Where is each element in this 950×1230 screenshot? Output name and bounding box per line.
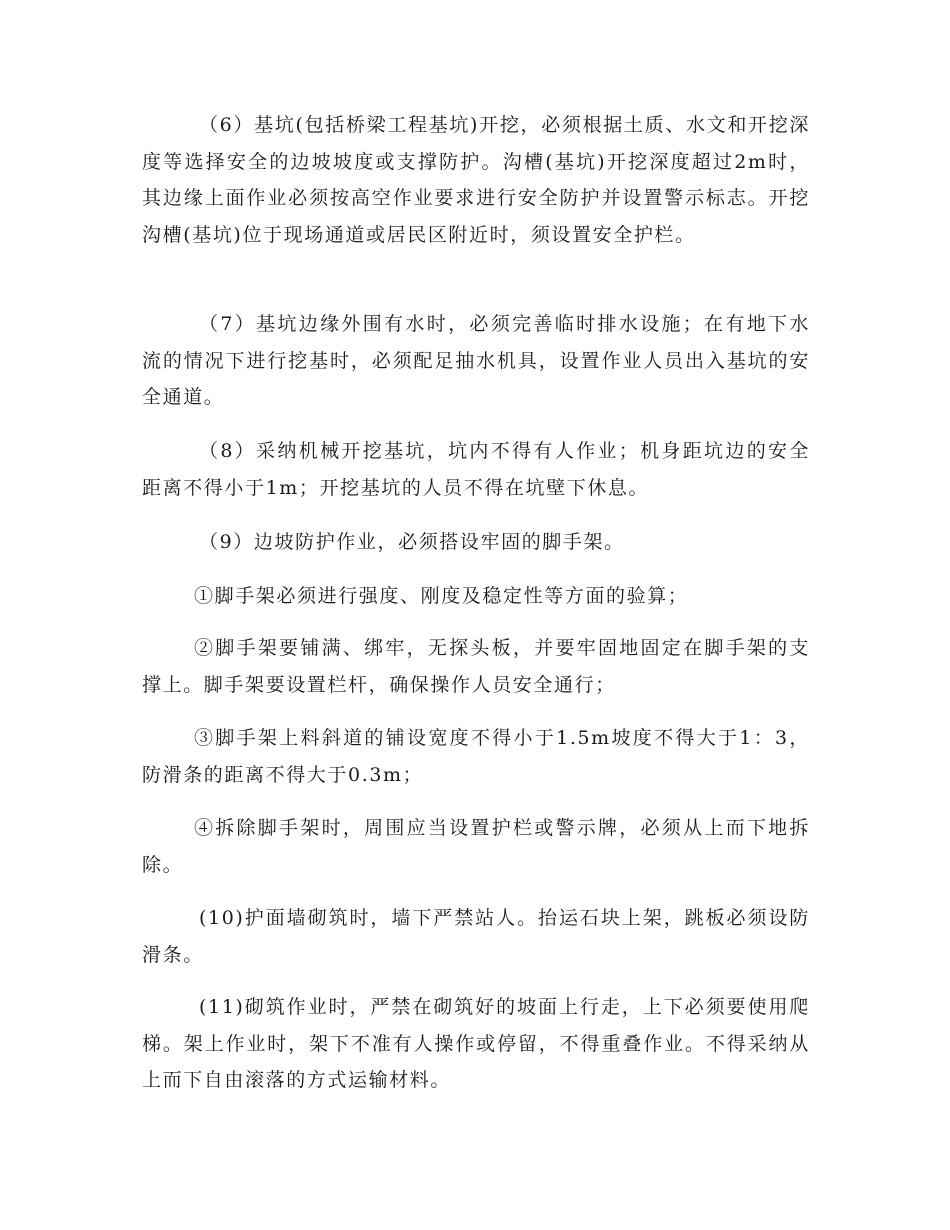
paragraph-subitem-1: ①脚手架必须进行强度、刚度及稳定性等方面的验算； [194, 585, 689, 607]
paragraph-item-6: （6）基坑(包括桥梁工程基坑)开挖，必须根据土质、水文和开挖深度等选择安全的边坡坡度或支撑防护。沟槽(基坑)开挖深度超过2m时，其边缘上面作业必须按高空作业要求进行安全防护并设置警示标志。开挖沟槽(基坑)位于现场通道或居民区附近时，须设置安全护栏。 [142, 114, 810, 246]
paragraph-subitem-4: ④拆除脚手架时，周围应当设置护栏或警示牌，必须从上而下地拆除。 [142, 817, 810, 876]
paragraph-item-11: (11)砌筑作业时，严禁在砌筑好的坡面上行走，上下必须要使用爬梯。架上作业时，架下不准有人操作或停留，不得重叠作业。不得采纳从上而下自由滚落的方式运输材料。 [142, 996, 810, 1091]
paragraph-subitem-3: ③脚手架上料斜道的铺设宽度不得小于1.5m坡度不得大于1：3，防滑条的距离不得大于0.3m； [142, 727, 810, 786]
paragraph-item-10: (10)护面墙砌筑时，墙下严禁站人。抬运石块上架，跳板必须设防滑条。 [142, 907, 810, 966]
paragraph-subitem-2: ②脚手架要铺满、绑牢，无探头板，并要牢固地固定在脚手架的支撑上。脚手架要设置栏杆，确保操作人员安全通行； [142, 637, 810, 696]
paragraph-item-7: （7）基坑边缘外围有水时，必须完善临时排水设施；在有地下水流的情况下进行挖基时，必须配足抽水机具，设置作业人员出入基坑的安全通道。 [142, 313, 810, 408]
paragraph-item-9: （9）边坡防护作业，必须搭设牢固的脚手架。 [199, 531, 625, 553]
paragraph-item-8: （8）采纳机械开挖基坑，坑内不得有人作业；机身距坑边的安全距离不得小于1m；开挖基坑的人员不得在坑壁下休息。 [142, 440, 810, 499]
